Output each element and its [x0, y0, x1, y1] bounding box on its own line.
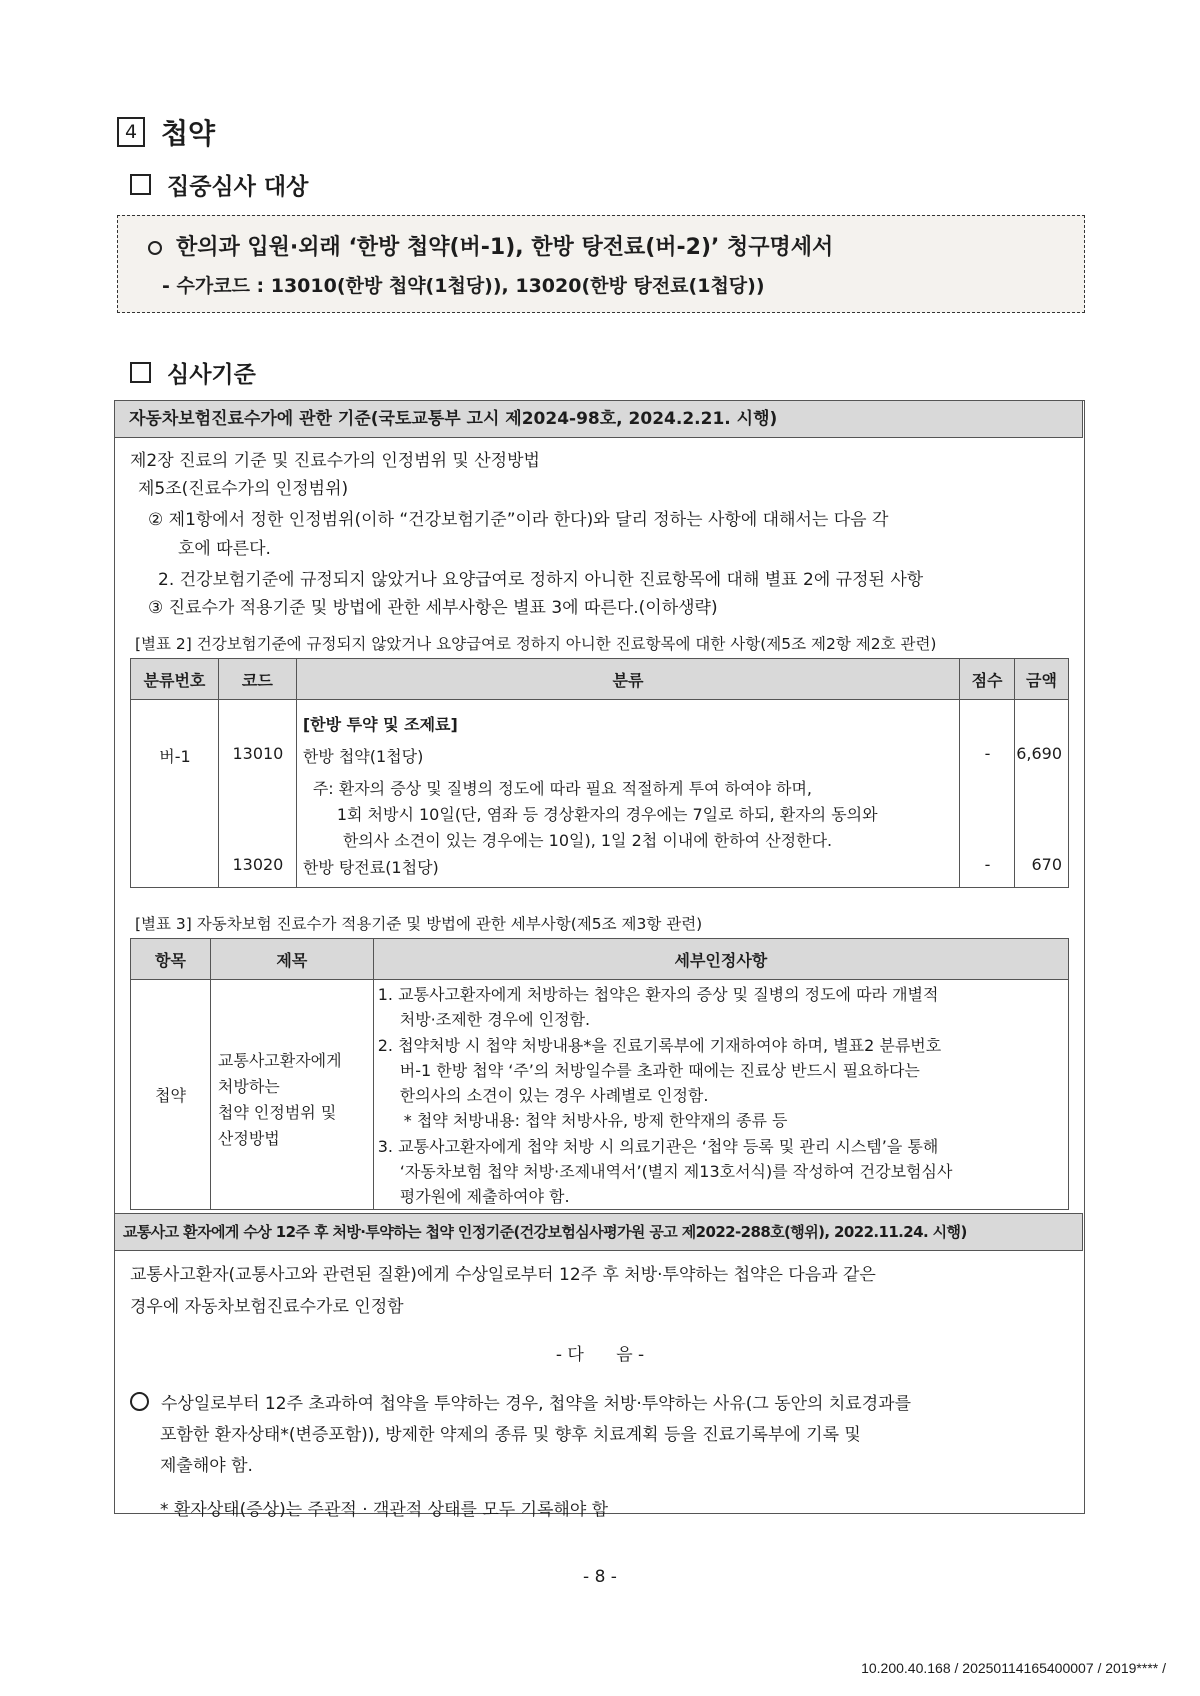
table-row: [131, 980, 1069, 1210]
score: -: [984, 744, 991, 763]
column-header: 금액: [1015, 659, 1069, 700]
section-title-text: 첩약: [161, 117, 216, 150]
detail-line: 2. 첩약처방 시 첩약 처방내용*을 진료기록부에 기재하여야 하며, 별표2 분류번호: [377, 1036, 942, 1055]
amount: 6,690: [1016, 744, 1062, 763]
title-lines: 교통사고환자에게 처방하는 첩약 인정범위 및 산정방법: [217, 1051, 342, 1148]
column-header: 항목: [131, 939, 211, 980]
table3-caption: [별표 3] 자동차보험 진료수가 적용기준 및 방법에 관한 세부사항(제5조 제3항 관련): [135, 915, 703, 933]
column-header: 분류: [296, 659, 959, 700]
item-cell: 첩약: [131, 980, 211, 1210]
table-3: [130, 938, 1069, 1210]
column-header: 세부인정사항: [373, 939, 1068, 980]
detail-line: 처방·조제한 경우에 인정함.: [399, 1010, 591, 1029]
table-header-row: [131, 659, 1069, 700]
table-row: [131, 700, 1069, 888]
text-line: ② 제1항에서 정한 인정범위(이하 “건강보험기준”이라 한다)와 달리 정하는 사항에 대해서는 다음 각: [148, 510, 889, 530]
criteria-heading: 심사기준: [130, 356, 256, 389]
detail-line: 3. 교통사고환자에게 첩약 처방 시 의료기관은 ‘첩약 등록 및 관리 시스템’을 통해: [377, 1137, 939, 1156]
detail-line: ‘자동차보험 첩약 처방·조제내역서’(별지 제13호서식)를 작성하여 건강보험심사: [399, 1162, 953, 1181]
detail-line: * 첩약 처방내용: 첩약 처방사유, 방제 한약재의 종류 등: [403, 1111, 788, 1130]
standard-title: 자동차보험진료수가에 관한 기준(국토교통부 고시 제2024-98호, 2024.2.21. 시행): [114, 400, 1083, 438]
text-line: 2. 건강보험기준에 규정되지 않았거나 요양급여로 정하지 아니한 진료항목에 대해 별표 2에 규정된 사항: [158, 570, 924, 590]
notice-line: 경우에 자동차보험진료수가로 인정함: [130, 1297, 404, 1317]
text-line: 제2장 진료의 기준 및 진료수가의 인정범위 및 산정방법: [130, 451, 540, 471]
code-13020: 13020: [232, 855, 284, 874]
text-line: 호에 따른다.: [178, 539, 271, 559]
notice-footnote: * 환자상태(증상)는 주관적 · 객관적 상태를 모두 기록해야 함: [160, 1500, 609, 1520]
notice-item-line: 제출해야 함.: [160, 1456, 253, 1476]
notice-item-line: 수상일로부터 12주 초과하여 첩약을 투약하는 경우, 첩약을 처방·투약하는 사유(그 동안의 치료경과를: [130, 1389, 911, 1414]
target-heading: 집중심사 대상: [130, 168, 308, 201]
table-2: [130, 658, 1069, 888]
code-13010: 13010: [232, 744, 284, 763]
bullet-circle-icon: [130, 1392, 149, 1411]
checkbox-square-icon: [130, 174, 151, 195]
note-line: 주: 환자의 증상 및 질병의 정도에 따라 필요 적절하게 투여 하여야 하며,: [312, 779, 813, 798]
score: -: [984, 855, 991, 874]
column-header: 점수: [960, 659, 1015, 700]
detail-line: 1. 교통사고환자에게 처방하는 첩약은 환자의 증상 및 질병의 정도에 따라 개별적: [377, 985, 939, 1004]
item-name: 한방 첩약(1첩당): [302, 747, 424, 766]
column-header: 제목: [210, 939, 373, 980]
target-box: [117, 215, 1085, 313]
target-line-1: 한의과 입원·외래 ‘한방 첩약(버-1), 한방 탕전료(버-2)’ 청구명세서: [148, 230, 833, 261]
table-header-row: [131, 939, 1069, 980]
table2-caption: [별표 2] 건강보험기준에 규정되지 않았거나 요양급여로 정하지 아니한 진료항목에 대한 사항(제5조 제2항 제2호 관련): [135, 635, 937, 653]
note-line: 1회 처방시 10일(단, 염좌 등 경상환자의 경우에는 7일로 하되, 환자의 동의와: [336, 805, 878, 824]
column-header: 코드: [218, 659, 296, 700]
group-label: [한방 투약 및 조제료]: [302, 715, 458, 734]
page-number: - 8 -: [583, 1567, 617, 1587]
notice-title: 교통사고 환자에게 수상 12주 후 처방·투약하는 첩약 인정기준(건강보험심사평가원 공고 제2022-288호(행위), 2022.11.24. 시행): [114, 1213, 1083, 1251]
target-line-2: - 수가코드 : 13010(한방 첩약(1첩당)), 13020(한방 탕전료(1첩당)): [162, 275, 765, 297]
item-name: 한방 탕전료(1첩당): [302, 858, 439, 877]
bullet-circle-icon: [148, 241, 162, 255]
notice-divider: - 다 음 -: [555, 1345, 645, 1365]
text-line: 제5조(진료수가의 인정범위): [138, 479, 349, 499]
section-number: 4: [117, 117, 145, 147]
amount: 670: [1031, 855, 1062, 874]
detail-line: 버-1 한방 첩약 ‘주’의 처방일수를 초과한 때에는 진료상 반드시 필요하다는: [399, 1061, 920, 1080]
column-header: 분류번호: [131, 659, 219, 700]
notice-line: 교통사고환자(교통사고와 관련된 질환)에게 수상일로부터 12주 후 처방·투약하는 첩약은 다음과 같은: [130, 1265, 876, 1285]
note-line: 한의사 소견이 있는 경우에는 10일), 1일 2첩 이내에 한하여 산정한다.: [342, 831, 833, 850]
detail-line: 평가원에 제출하여야 함.: [399, 1187, 570, 1206]
section-title: [117, 112, 215, 152]
detail-line: 한의사의 소견이 있는 경우 사례별로 인정함.: [399, 1086, 709, 1105]
checkbox-square-icon: [130, 362, 151, 383]
notice-item-line: 포함한 환자상태*(변증포함)), 방제한 약제의 종류 및 향후 치료계획 등을 진료기록부에 기록 및: [160, 1425, 861, 1445]
footer-id: 10.200.40.168 / 20250114165400007 / 2019**** /: [861, 1660, 1166, 1676]
class-number: 버-1: [159, 747, 191, 766]
text-line: ③ 진료수가 적용기준 및 방법에 관한 세부사항은 별표 3에 따른다.(이하생략): [148, 598, 718, 618]
